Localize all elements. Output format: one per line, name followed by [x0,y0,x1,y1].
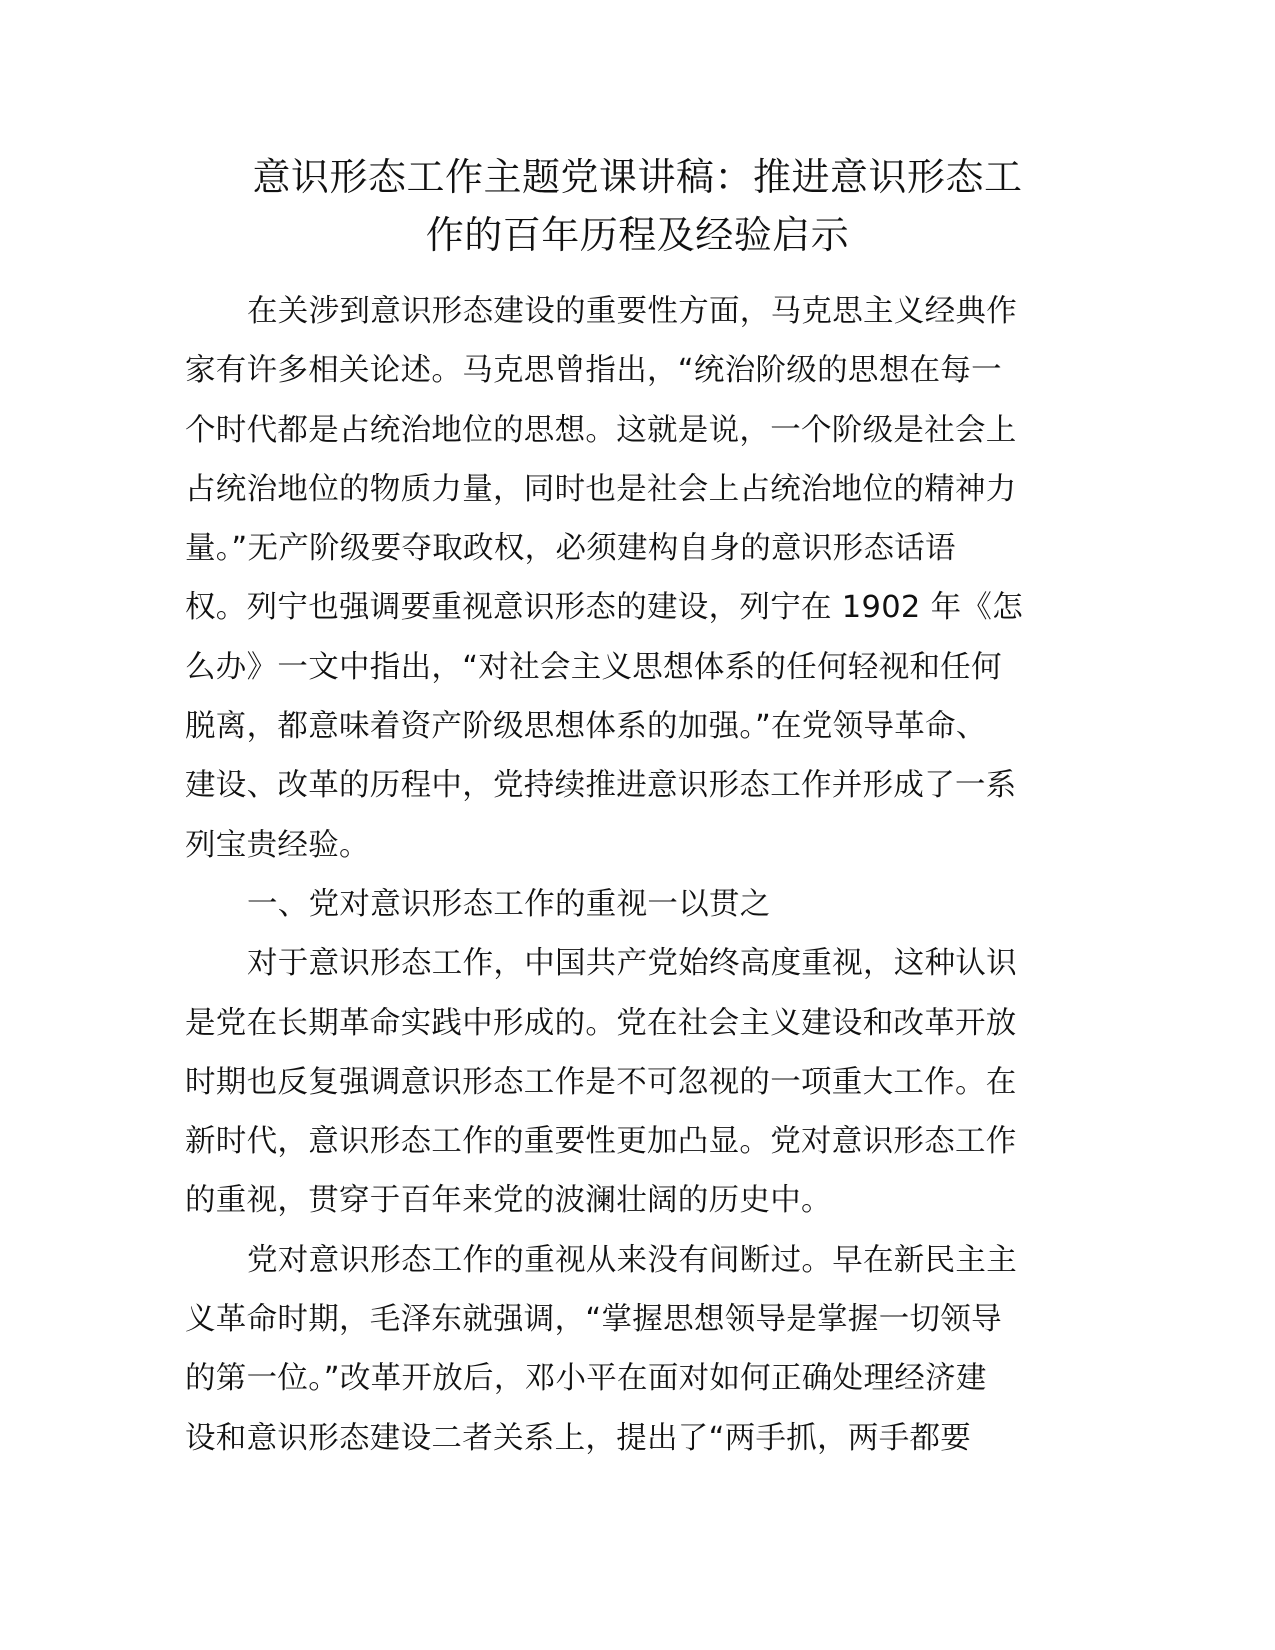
document-title [180,148,1095,264]
text-line: 是党在长期革命实践中形成的。党在社会主义建设和改革开放 [185,1005,1017,1041]
paragraph-intro [185,282,1100,875]
text-line: 的第一位。”改革开放后，邓小平在面对如何正确处理经济建 [185,1361,987,1397]
text-line: 党对意识形态工作的重视从来没有间断过。早在新民主主 [247,1242,1017,1278]
text-line: 个时代都是占统治地位的思想。这就是说，一个阶级是社会上 [185,412,1017,448]
paragraph-2 [185,934,1100,1230]
heading-line: 一、党对意识形态工作的重视一以贯之 [247,886,771,922]
title-line-2: 作的百年历程及经验启示 [425,213,850,257]
section-heading-1 [185,875,1100,934]
text-line: 设和意识形态建设二者关系上，提出了“两手抓，两手都要 [185,1420,972,1456]
document-body [185,282,1100,1468]
text-line: 权。列宁也强调要重视意识形态的建设，列宁在 1902 年《怎 [185,590,1024,626]
text-line: 占统治地位的物质力量，同时也是社会上占统治地位的精神力 [185,471,1017,507]
text-line: 义革命时期，毛泽东就强调，“掌握思想领导是掌握一切领导 [185,1302,1002,1338]
text-line: 的重视，贯穿于百年来党的波澜壮阔的历史中。 [185,1183,832,1219]
text-line: 脱离，都意味着资产阶级思想体系的加强。”在党领导革命、 [185,709,987,745]
text-line: 列宝贵经验。 [185,827,370,863]
text-line: 么办》一文中指出，“对社会主义思想体系的任何轻视和任何 [185,649,1002,685]
text-line: 在关涉到意识形态建设的重要性方面，马克思主义经典作 [247,294,1017,329]
title-line-1: 意识形态工作主题党课讲稿：推进意识形态工 [252,155,1023,199]
text-line: 时期也反复强调意识形态工作是不可忽视的一项重大工作。在 [185,1064,1017,1100]
text-line: 家有许多相关论述。马克思曾指出，“统治阶级的思想在每一 [185,353,1002,389]
paragraph-3 [185,1231,1100,1468]
text-line: 建设、改革的历程中，党持续推进意识形态工作并形成了一系 [185,768,1017,804]
text-line: 量。”无产阶级要夺取政权，必须建构自身的意识形态话语 [185,531,956,567]
text-line: 新时代，意识形态工作的重要性更加凸显。党对意识形态工作 [185,1124,1017,1160]
text-line: 对于意识形态工作，中国共产党始终高度重视，这种认识 [247,946,1017,982]
